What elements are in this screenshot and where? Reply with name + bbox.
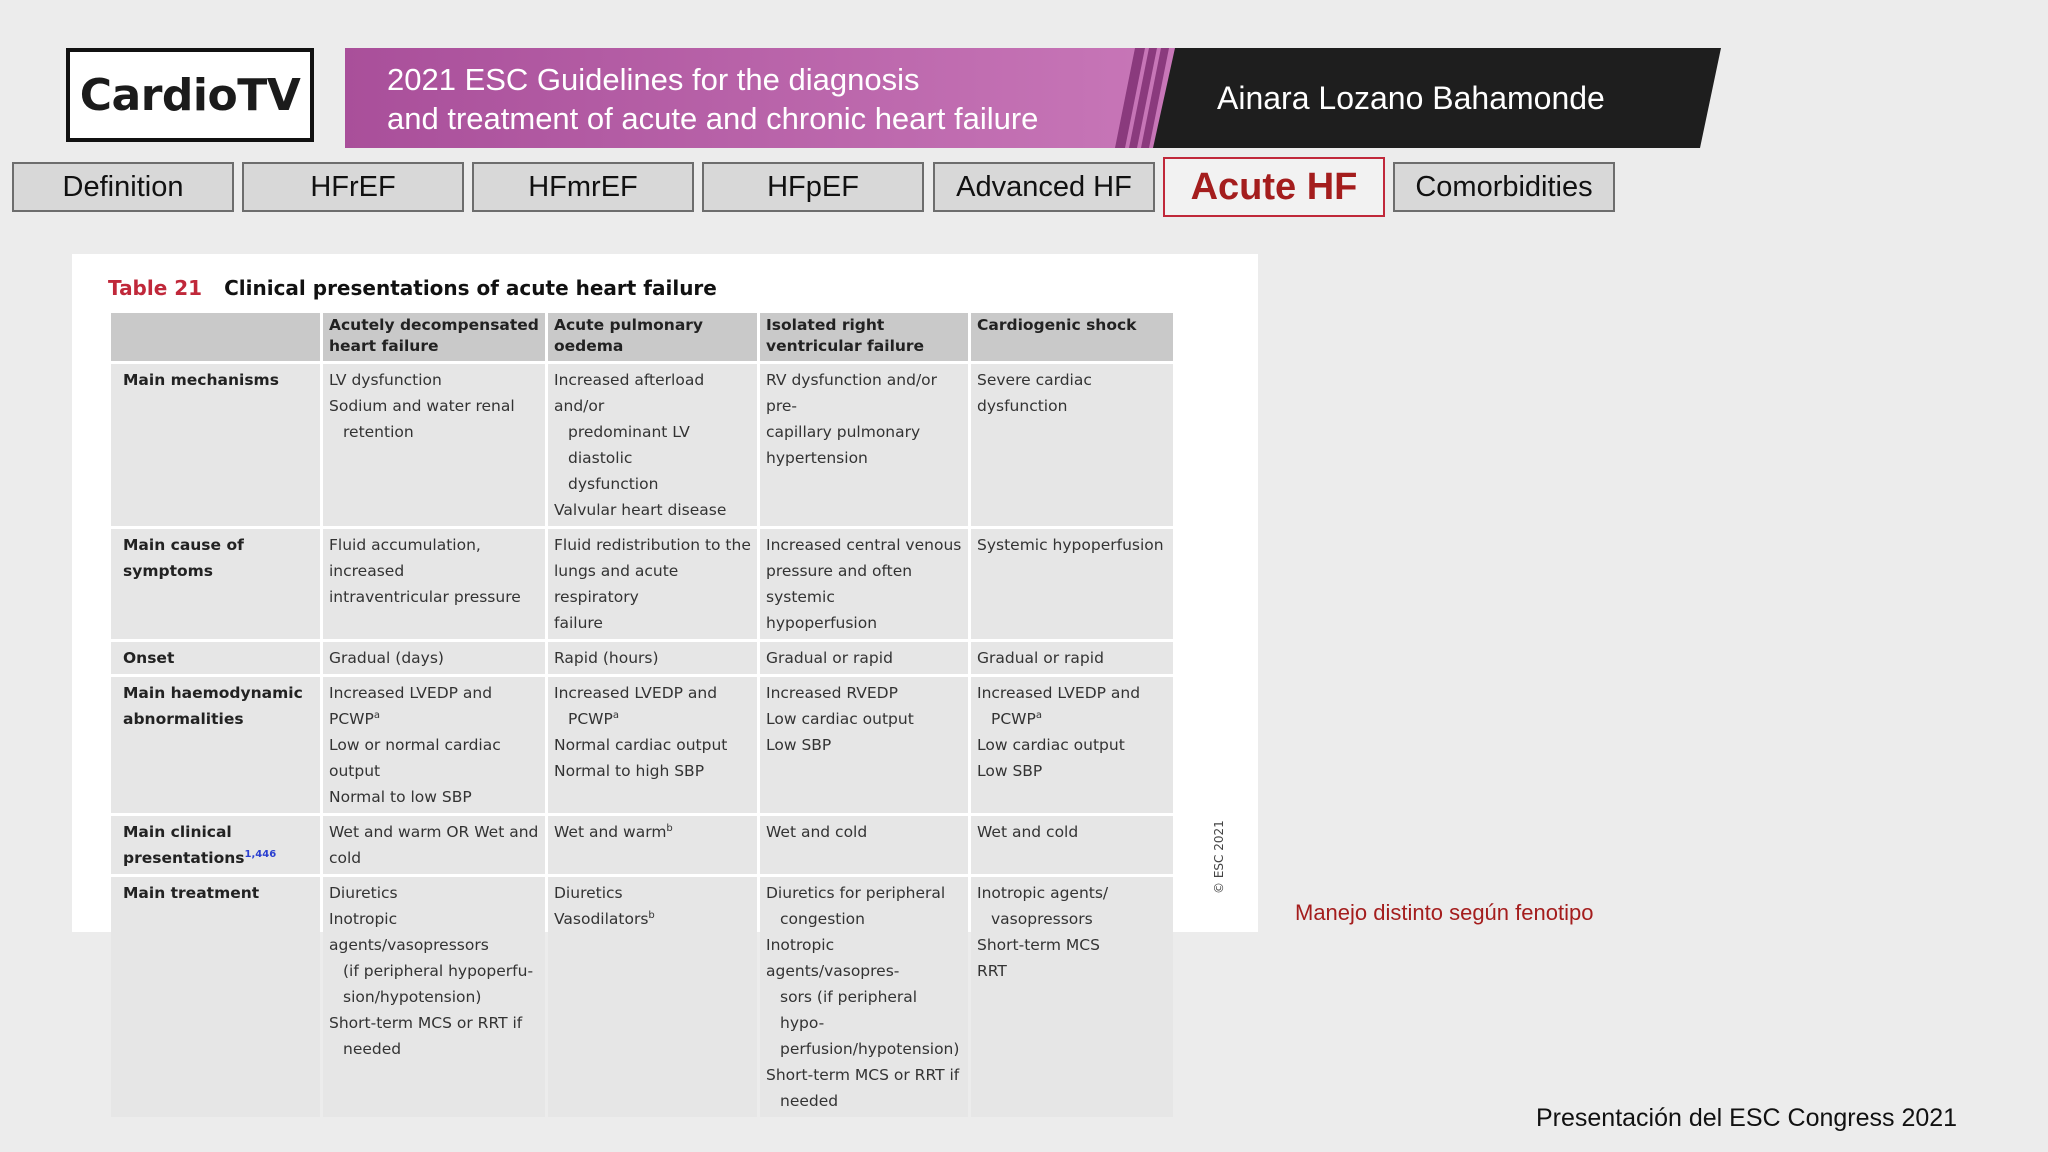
table-cell [971,877,1173,1117]
cell-line: Valvular heart disease [554,501,727,519]
row-label: Main haemodynamic abnormalities [123,684,303,728]
row-label: Main mechanisms [123,371,279,389]
cell-line: retention [343,423,414,441]
cell-line: RRT [977,962,1007,980]
row-label: Main cause of symptoms [123,536,244,580]
clinical-presentations-table [108,310,1176,1120]
cell-line: Fluid redistribution to the [554,536,751,554]
cell-line: Normal to low SBP [329,788,472,806]
column-header: Isolated right ventricular failure [760,313,968,361]
cell-line: vasopressors [991,910,1093,928]
copyright-label: © ESC 2021 [1212,820,1226,894]
table-cell [760,677,968,813]
cell-line: hypertension [766,449,868,467]
column-header: Cardiogenic shock [971,313,1173,361]
cell-line: Diuretics [329,884,398,902]
cell-line: predominant LV diastolic [568,423,690,467]
cell-line: intraventricular pressure [329,588,521,606]
table-header-row [111,313,1173,361]
cell-line: LV dysfunction [329,371,442,389]
footnote-mark: b [666,822,673,834]
cell-line: Sodium and water renal [329,397,515,415]
cell-line: PCWP$^a$ [568,709,619,728]
cell-line: Low cardiac output [977,736,1125,754]
row-header [111,677,320,813]
cell-line: Wet and warm$^b$ [554,822,673,841]
table-cell [760,364,968,526]
table-cell [323,677,545,813]
table-cell [971,529,1173,639]
footnote-mark: a [612,709,619,721]
table-cell [971,642,1173,674]
table-cell [548,364,757,526]
table-cell [323,529,545,639]
cell-line: Wet and warm OR Wet and [329,823,539,841]
cell-line: pressure and often systemic [766,562,913,606]
table-cell [971,816,1173,874]
cell-line: Low cardiac output [766,710,914,728]
cell-line: sors (if peripheral hypo- [780,988,918,1032]
cell-line: cold [329,849,362,867]
table-cell [548,642,757,674]
cell-line: perfusion/hypotension) [780,1040,960,1058]
cell-line: Inotropic agents/vasopres- [766,936,900,980]
row-label: Main treatment [123,884,260,902]
presentation-title: 2021 ESC Guidelines for the diagnosis and treatment of acute and chronic heart failure [387,62,1039,136]
cell-line: Normal cardiac output [554,736,728,754]
table-cell [760,529,968,639]
row-header [111,642,320,674]
table-cell [323,877,545,1117]
table-cell [760,816,968,874]
clinical-table-card [72,254,1258,1110]
row-label: Main clinical presentations [123,823,245,867]
row-label: Onset [123,649,175,667]
cell-line: Short-term MCS or RRT if [329,1014,523,1032]
cell-line: Wet and cold [766,823,868,841]
cell-line: Rapid (hours) [554,649,659,667]
cell-line: sion/hypotension) [343,988,482,1006]
cell-line: needed [343,1040,402,1058]
footnote-mark: a [1035,709,1042,721]
row-header [111,529,320,639]
footnote-mark: a [373,709,380,721]
table-row [111,642,1173,674]
cell-line: capillary pulmonary [766,423,921,441]
cell-line: Diuretics for peripheral [766,884,946,902]
table-cell [971,677,1173,813]
table-cell [971,364,1173,526]
table-row [111,677,1173,813]
cell-line: Increased LVEDP and [977,684,1141,702]
cell-line: Low or normal cardiac output [329,736,501,780]
table-cell [760,642,968,674]
cell-line: Fluid accumulation, increased [329,536,481,580]
title-banner [345,48,1721,148]
cell-line: RV dysfunction and/or pre- [766,371,938,415]
side-note: Manejo distinto según fenotipo [1295,900,1594,925]
cell-line: Increased LVEDP and [554,684,718,702]
table-cell [323,816,545,874]
cell-line: Increased RVEDP [766,684,898,702]
tab-advanced-hf[interactable]: Advanced HF [933,162,1155,212]
cell-line: Normal to high SBP [554,762,705,780]
table-cell [323,642,545,674]
column-header: Acute pulmonary oedema [548,313,757,361]
column-header [111,313,320,361]
tab-hfref[interactable]: HFrEF [242,162,464,212]
cell-line: (if peripheral hypoperfu- [343,962,534,980]
table-row [111,364,1173,526]
tab-hfmref[interactable]: HFmrEF [472,162,694,212]
reference-superscript: 1,446 [244,848,277,860]
cell-line: Diuretics [554,884,623,902]
cell-line: PCWP$^a$ [991,709,1042,728]
footnote-mark: b [648,909,655,921]
cell-line: Severe cardiac dysfunction [977,371,1092,415]
cell-line: Low SBP [977,762,1043,780]
row-header [111,364,320,526]
row-header [111,816,320,874]
table-cell [760,877,968,1117]
table-cell [548,816,757,874]
cell-line: Vasodilators$^b$ [554,909,655,928]
cell-line: dysfunction [568,475,659,493]
cell-line: Wet and cold [977,823,1079,841]
cell-line: Increased afterload and/or [554,371,705,415]
cell-line: Gradual or rapid [766,649,893,667]
table-row [111,529,1173,639]
cell-line: Inotropic agents/ [977,884,1109,902]
tab-acute-hf[interactable]: Acute HF [1163,157,1385,217]
cell-line: Systemic hypoperfusion [977,536,1164,554]
cell-line: Inotropic agents/vasopressors [329,910,489,954]
table-cell [548,677,757,813]
author-name: Ainara Lozano Bahamonde [1217,80,1605,116]
cardiotv-logo: CardioTV [66,48,314,142]
table-cell [548,529,757,639]
cell-line: Increased central venous [766,536,962,554]
tab-definition[interactable]: Definition [12,162,234,212]
cell-line: Short-term MCS [977,936,1100,954]
table-row [111,816,1173,874]
cell-line: Gradual (days) [329,649,444,667]
table-caption [108,276,717,300]
cell-line: Low SBP [766,736,832,754]
cell-line: hypoperfusion [766,614,878,632]
cell-line: failure [554,614,603,632]
table-title: Clinical presentations of acute heart failure [224,276,717,300]
cell-line: needed [780,1092,839,1110]
cell-line: Short-term MCS or RRT if [766,1066,960,1084]
tab-hfpef[interactable]: HFpEF [702,162,924,212]
column-header: Acutely decompensated heart failure [323,313,545,361]
cell-line: congestion [780,910,865,928]
cell-line: Gradual or rapid [977,649,1104,667]
row-header [111,877,320,1117]
cell-line: lungs and acute respiratory [554,562,679,606]
cell-line: Increased LVEDP and PCWP$^a$ [329,684,493,728]
table-cell [323,364,545,526]
tab-comorbidities[interactable]: Comorbidities [1393,162,1615,212]
footer-caption: Presentación del ESC Congress 2021 [1536,1104,1958,1132]
table-cell [548,877,757,1117]
table-row [111,877,1173,1117]
table-number: Table 21 [108,276,203,300]
